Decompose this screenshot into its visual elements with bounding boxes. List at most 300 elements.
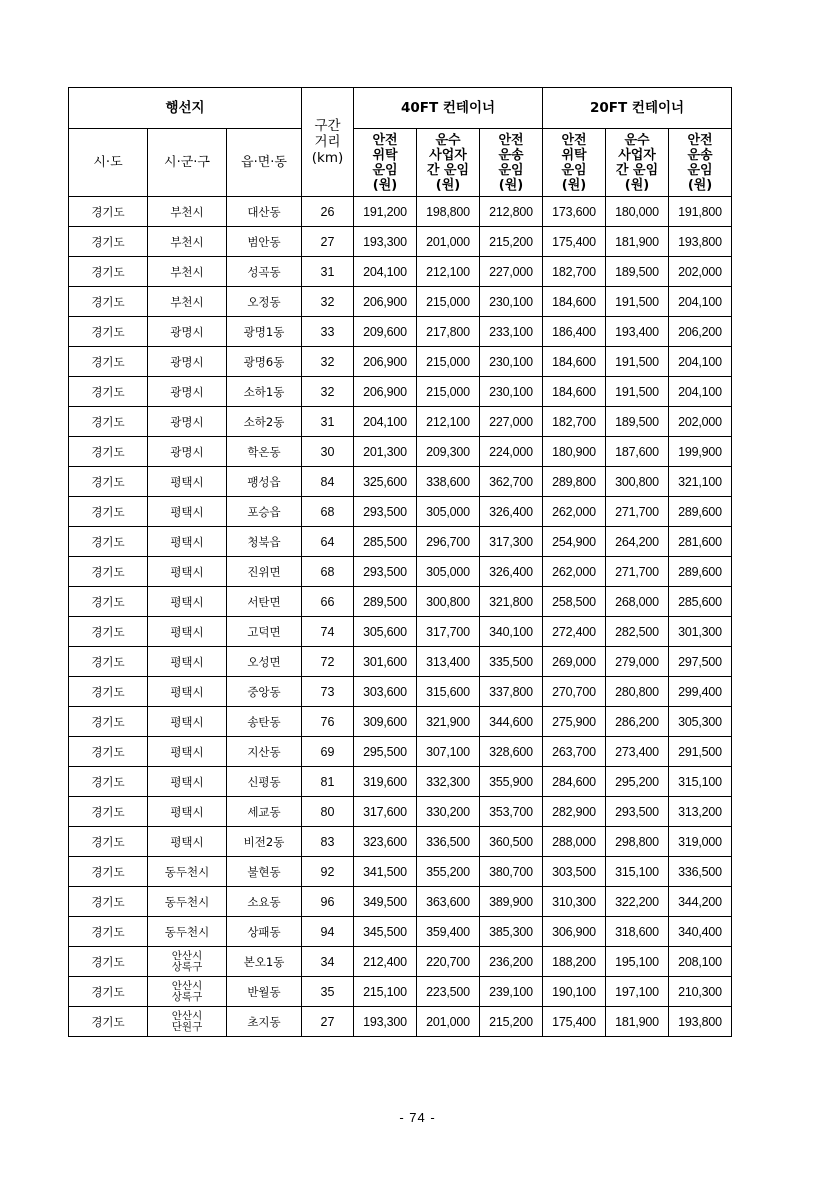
distance-cell: 31	[302, 257, 354, 287]
table-row	[69, 497, 732, 527]
header-line: 운임	[561, 162, 587, 178]
between-20ft-cell: 315,100	[606, 857, 669, 887]
table-row	[69, 617, 732, 647]
transport-40ft-cell: 239,100	[480, 977, 543, 1007]
distance-cell: 96	[302, 887, 354, 917]
sido-cell: 경기도	[69, 227, 148, 257]
table-row	[69, 887, 732, 917]
freight-rate-table	[68, 87, 732, 1037]
table-row	[69, 797, 732, 827]
distance-cell: 35	[302, 977, 354, 1007]
consign-40ft-cell: 301,600	[354, 647, 417, 677]
transport-20ft-cell: 340,400	[669, 917, 732, 947]
header-line: 운송	[687, 147, 713, 163]
distance-header-line: 거리	[314, 134, 341, 150]
distance-cell: 32	[302, 377, 354, 407]
consign-40ft-cell: 309,600	[354, 707, 417, 737]
between-carrier-rate-header-40ft	[417, 129, 480, 197]
between-20ft-cell: 298,800	[606, 827, 669, 857]
between-20ft-cell: 318,600	[606, 917, 669, 947]
between-40ft-cell: 338,600	[417, 467, 480, 497]
between-20ft-cell: 273,400	[606, 737, 669, 767]
distance-cell: 68	[302, 497, 354, 527]
sigungu-cell: 부천시	[148, 287, 227, 317]
transport-20ft-cell: 202,000	[669, 257, 732, 287]
between-20ft-cell: 197,100	[606, 977, 669, 1007]
header-line: 운임	[687, 162, 713, 178]
table-row	[69, 377, 732, 407]
dong-cell: 범안동	[227, 227, 302, 257]
between-20ft-cell: 189,500	[606, 407, 669, 437]
between-40ft-cell: 212,100	[417, 257, 480, 287]
sido-cell: 경기도	[69, 587, 148, 617]
transport-20ft-cell: 204,100	[669, 287, 732, 317]
sigungu-cell: 광명시	[148, 317, 227, 347]
distance-cell: 74	[302, 617, 354, 647]
page-number: - 74 -	[399, 1110, 436, 1125]
table-row	[69, 197, 732, 227]
between-20ft-cell: 271,700	[606, 557, 669, 587]
consign-20ft-cell: 188,200	[543, 947, 606, 977]
table-row	[69, 527, 732, 557]
transport-40ft-cell: 227,000	[480, 407, 543, 437]
transport-40ft-cell: 326,400	[480, 557, 543, 587]
destination-header: 행선지	[69, 88, 302, 129]
consign-20ft-cell: 258,500	[543, 587, 606, 617]
dong-cell: 소하1동	[227, 377, 302, 407]
sigungu-cell: 평택시	[148, 497, 227, 527]
dong-cell: 반월동	[227, 977, 302, 1007]
header-line: 안전	[372, 132, 398, 148]
distance-header-line: (km)	[311, 150, 344, 166]
dong-cell: 상패동	[227, 917, 302, 947]
consign-40ft-cell: 305,600	[354, 617, 417, 647]
sido-cell: 경기도	[69, 1007, 148, 1037]
consign-20ft-cell: 180,900	[543, 437, 606, 467]
transport-40ft-cell: 215,200	[480, 227, 543, 257]
consign-20ft-cell: 282,900	[543, 797, 606, 827]
between-20ft-cell: 322,200	[606, 887, 669, 917]
distance-cell: 34	[302, 947, 354, 977]
between-40ft-cell: 332,300	[417, 767, 480, 797]
consign-40ft-cell: 295,500	[354, 737, 417, 767]
sido-cell: 경기도	[69, 827, 148, 857]
distance-cell: 76	[302, 707, 354, 737]
dong-cell: 소하2동	[227, 407, 302, 437]
distance-cell: 72	[302, 647, 354, 677]
transport-20ft-cell: 297,500	[669, 647, 732, 677]
distance-cell: 73	[302, 677, 354, 707]
transport-20ft-cell: 315,100	[669, 767, 732, 797]
between-40ft-cell: 305,000	[417, 497, 480, 527]
header-line: 운임	[372, 162, 398, 178]
transport-20ft-cell: 321,100	[669, 467, 732, 497]
sido-header: 시·도	[69, 129, 148, 197]
table-row	[69, 227, 732, 257]
transport-40ft-cell: 227,000	[480, 257, 543, 287]
dong-cell: 대산동	[227, 197, 302, 227]
consign-20ft-cell: 175,400	[543, 1007, 606, 1037]
distance-cell: 32	[302, 287, 354, 317]
between-40ft-cell: 359,400	[417, 917, 480, 947]
header-line: 운송	[498, 147, 524, 163]
consign-40ft-cell: 325,600	[354, 467, 417, 497]
sigungu-cell: 안산시 상록구	[148, 947, 227, 977]
between-40ft-cell: 363,600	[417, 887, 480, 917]
distance-cell: 33	[302, 317, 354, 347]
table-row	[69, 317, 732, 347]
sido-cell: 경기도	[69, 647, 148, 677]
consign-40ft-cell: 303,600	[354, 677, 417, 707]
distance-cell: 83	[302, 827, 354, 857]
sido-cell: 경기도	[69, 437, 148, 467]
transport-40ft-cell: 340,100	[480, 617, 543, 647]
between-40ft-cell: 313,400	[417, 647, 480, 677]
table-row	[69, 557, 732, 587]
sigungu-cell: 평택시	[148, 557, 227, 587]
consign-20ft-cell: 289,800	[543, 467, 606, 497]
consign-40ft-cell: 206,900	[354, 287, 417, 317]
sido-cell: 경기도	[69, 797, 148, 827]
between-40ft-cell: 201,000	[417, 227, 480, 257]
header-line: 간 운임	[615, 162, 659, 178]
dong-cell: 초지동	[227, 1007, 302, 1037]
table-row	[69, 257, 732, 287]
transport-40ft-cell: 215,200	[480, 1007, 543, 1037]
consign-20ft-cell: 254,900	[543, 527, 606, 557]
consign-20ft-cell: 182,700	[543, 407, 606, 437]
sido-cell: 경기도	[69, 767, 148, 797]
between-20ft-cell: 279,000	[606, 647, 669, 677]
table-row	[69, 767, 732, 797]
consign-40ft-cell: 201,300	[354, 437, 417, 467]
dong-cell: 고덕면	[227, 617, 302, 647]
between-40ft-cell: 201,000	[417, 1007, 480, 1037]
consign-20ft-cell: 263,700	[543, 737, 606, 767]
header-line: (원)	[687, 177, 713, 193]
transport-20ft-cell: 289,600	[669, 497, 732, 527]
sigungu-header: 시·군·구	[148, 129, 227, 197]
table-row	[69, 707, 732, 737]
distance-cell: 84	[302, 467, 354, 497]
consign-20ft-cell: 186,400	[543, 317, 606, 347]
group-20ft-header: 20FT 컨테이너	[543, 88, 732, 129]
dong-cell: 광명1동	[227, 317, 302, 347]
table-row	[69, 437, 732, 467]
sido-cell: 경기도	[69, 527, 148, 557]
sigungu-cell: 평택시	[148, 617, 227, 647]
consign-20ft-cell: 269,000	[543, 647, 606, 677]
distance-cell: 66	[302, 587, 354, 617]
between-40ft-cell: 209,300	[417, 437, 480, 467]
distance-cell: 64	[302, 527, 354, 557]
consign-40ft-cell: 349,500	[354, 887, 417, 917]
dong-cell: 비전2동	[227, 827, 302, 857]
transport-40ft-cell: 360,500	[480, 827, 543, 857]
transport-20ft-cell: 301,300	[669, 617, 732, 647]
consign-40ft-cell: 317,600	[354, 797, 417, 827]
consign-40ft-cell: 193,300	[354, 227, 417, 257]
sigungu-cell: 광명시	[148, 377, 227, 407]
between-20ft-cell: 181,900	[606, 227, 669, 257]
dong-cell: 청북읍	[227, 527, 302, 557]
header-line: (원)	[435, 177, 461, 193]
between-20ft-cell: 191,500	[606, 347, 669, 377]
transport-40ft-cell: 212,800	[480, 197, 543, 227]
dong-cell: 송탄동	[227, 707, 302, 737]
distance-cell: 30	[302, 437, 354, 467]
distance-cell: 32	[302, 347, 354, 377]
header-line: (원)	[372, 177, 398, 193]
transport-20ft-cell: 336,500	[669, 857, 732, 887]
consign-20ft-cell: 303,500	[543, 857, 606, 887]
sido-cell: 경기도	[69, 617, 148, 647]
between-20ft-cell: 191,500	[606, 377, 669, 407]
consign-40ft-cell: 345,500	[354, 917, 417, 947]
sido-cell: 경기도	[69, 557, 148, 587]
transport-40ft-cell: 224,000	[480, 437, 543, 467]
distance-cell: 26	[302, 197, 354, 227]
distance-cell: 31	[302, 407, 354, 437]
transport-20ft-cell: 281,600	[669, 527, 732, 557]
table-row	[69, 977, 732, 1007]
header-line: 안전	[687, 132, 713, 148]
between-20ft-cell: 280,800	[606, 677, 669, 707]
consign-20ft-cell: 182,700	[543, 257, 606, 287]
transport-20ft-cell: 202,000	[669, 407, 732, 437]
between-20ft-cell: 189,500	[606, 257, 669, 287]
transport-40ft-cell: 236,200	[480, 947, 543, 977]
transport-20ft-cell: 206,200	[669, 317, 732, 347]
header-line: 사업자	[618, 147, 656, 163]
rate-rows	[69, 197, 732, 1037]
header-line: 위탁	[561, 147, 587, 163]
sigungu-cell: 안산시 상록구	[148, 977, 227, 1007]
sido-cell: 경기도	[69, 977, 148, 1007]
transport-20ft-cell: 285,600	[669, 587, 732, 617]
transport-40ft-cell: 389,900	[480, 887, 543, 917]
sido-cell: 경기도	[69, 257, 148, 287]
table-row	[69, 587, 732, 617]
distance-header	[302, 88, 354, 197]
between-40ft-cell: 215,000	[417, 377, 480, 407]
dong-cell: 불현동	[227, 857, 302, 887]
transport-20ft-cell: 313,200	[669, 797, 732, 827]
consign-40ft-cell: 209,600	[354, 317, 417, 347]
consign-40ft-cell: 191,200	[354, 197, 417, 227]
sido-cell: 경기도	[69, 347, 148, 377]
consign-20ft-cell: 262,000	[543, 497, 606, 527]
transport-20ft-cell: 291,500	[669, 737, 732, 767]
sido-cell: 경기도	[69, 377, 148, 407]
between-40ft-cell: 296,700	[417, 527, 480, 557]
between-40ft-cell: 300,800	[417, 587, 480, 617]
sigungu-cell: 동두천시	[148, 887, 227, 917]
transport-20ft-cell: 199,900	[669, 437, 732, 467]
sigungu-cell: 평택시	[148, 677, 227, 707]
sido-cell: 경기도	[69, 467, 148, 497]
between-40ft-cell: 305,000	[417, 557, 480, 587]
sigungu-cell: 평택시	[148, 587, 227, 617]
between-40ft-cell: 355,200	[417, 857, 480, 887]
transport-20ft-cell: 191,800	[669, 197, 732, 227]
sigungu-cell: 평택시	[148, 467, 227, 497]
distance-cell: 94	[302, 917, 354, 947]
consign-40ft-cell: 206,900	[354, 377, 417, 407]
table-row	[69, 467, 732, 497]
distance-header-line: 구간	[314, 118, 341, 134]
table-row	[69, 737, 732, 767]
dong-cell: 오정동	[227, 287, 302, 317]
between-20ft-cell: 282,500	[606, 617, 669, 647]
consign-40ft-cell: 285,500	[354, 527, 417, 557]
sido-cell: 경기도	[69, 407, 148, 437]
sido-cell: 경기도	[69, 887, 148, 917]
header-line: 간 운임	[426, 162, 470, 178]
consign-40ft-cell: 215,100	[354, 977, 417, 1007]
consign-20ft-cell: 288,000	[543, 827, 606, 857]
sigungu-cell: 동두천시	[148, 857, 227, 887]
consign-rate-header-20ft	[543, 129, 606, 197]
sigungu-cell: 평택시	[148, 797, 227, 827]
between-40ft-cell: 212,100	[417, 407, 480, 437]
between-carrier-rate-header-20ft	[606, 129, 669, 197]
transport-40ft-cell: 230,100	[480, 377, 543, 407]
consign-40ft-cell: 206,900	[354, 347, 417, 377]
consign-20ft-cell: 275,900	[543, 707, 606, 737]
sido-cell: 경기도	[69, 497, 148, 527]
header-line: (원)	[498, 177, 524, 193]
consign-20ft-cell: 272,400	[543, 617, 606, 647]
transport-40ft-cell: 337,800	[480, 677, 543, 707]
dong-cell: 포승읍	[227, 497, 302, 527]
table-row	[69, 857, 732, 887]
consign-20ft-cell: 262,000	[543, 557, 606, 587]
sigungu-cell: 부천시	[148, 257, 227, 287]
between-40ft-cell: 330,200	[417, 797, 480, 827]
between-20ft-cell: 193,400	[606, 317, 669, 347]
between-40ft-cell: 336,500	[417, 827, 480, 857]
table-row	[69, 1007, 732, 1037]
consign-20ft-cell: 184,600	[543, 377, 606, 407]
sigungu-cell: 광명시	[148, 347, 227, 377]
consign-40ft-cell: 193,300	[354, 1007, 417, 1037]
distance-cell: 27	[302, 227, 354, 257]
consign-20ft-cell: 190,100	[543, 977, 606, 1007]
between-40ft-cell: 321,900	[417, 707, 480, 737]
consign-40ft-cell: 204,100	[354, 407, 417, 437]
transport-40ft-cell: 344,600	[480, 707, 543, 737]
consign-20ft-cell: 175,400	[543, 227, 606, 257]
sigungu-cell: 광명시	[148, 407, 227, 437]
table-row	[69, 677, 732, 707]
dong-cell: 학온동	[227, 437, 302, 467]
between-40ft-cell: 315,600	[417, 677, 480, 707]
sigungu-cell: 평택시	[148, 647, 227, 677]
header-line: 안전	[498, 132, 524, 148]
transport-rate-header-20ft	[669, 129, 732, 197]
transport-20ft-cell: 210,300	[669, 977, 732, 1007]
between-40ft-cell: 220,700	[417, 947, 480, 977]
transport-20ft-cell: 193,800	[669, 227, 732, 257]
between-20ft-cell: 271,700	[606, 497, 669, 527]
between-20ft-cell: 195,100	[606, 947, 669, 977]
header-line: 운수	[435, 132, 461, 148]
consign-20ft-cell: 173,600	[543, 197, 606, 227]
sido-cell: 경기도	[69, 197, 148, 227]
between-20ft-cell: 187,600	[606, 437, 669, 467]
transport-40ft-cell: 317,300	[480, 527, 543, 557]
consign-20ft-cell: 184,600	[543, 347, 606, 377]
sigungu-cell: 평택시	[148, 767, 227, 797]
between-20ft-cell: 286,200	[606, 707, 669, 737]
transport-40ft-cell: 230,100	[480, 347, 543, 377]
dong-cell: 광명6동	[227, 347, 302, 377]
dong-cell: 성곡동	[227, 257, 302, 287]
dong-cell: 중앙동	[227, 677, 302, 707]
dong-cell: 오성면	[227, 647, 302, 677]
transport-40ft-cell: 355,900	[480, 767, 543, 797]
header-line: (원)	[561, 177, 587, 193]
sigungu-cell: 평택시	[148, 827, 227, 857]
transport-40ft-cell: 230,100	[480, 287, 543, 317]
sido-cell: 경기도	[69, 857, 148, 887]
between-20ft-cell: 180,000	[606, 197, 669, 227]
sigungu-cell: 동두천시	[148, 917, 227, 947]
distance-cell: 81	[302, 767, 354, 797]
transport-20ft-cell: 208,100	[669, 947, 732, 977]
distance-cell: 68	[302, 557, 354, 587]
transport-rate-header-40ft	[480, 129, 543, 197]
transport-40ft-cell: 335,500	[480, 647, 543, 677]
consign-20ft-cell: 310,300	[543, 887, 606, 917]
between-40ft-cell: 307,100	[417, 737, 480, 767]
dong-cell: 서탄면	[227, 587, 302, 617]
between-40ft-cell: 215,000	[417, 347, 480, 377]
between-20ft-cell: 181,900	[606, 1007, 669, 1037]
consign-40ft-cell: 289,500	[354, 587, 417, 617]
sigungu-cell: 부천시	[148, 227, 227, 257]
table-row	[69, 287, 732, 317]
table-row	[69, 827, 732, 857]
distance-cell: 80	[302, 797, 354, 827]
between-20ft-cell: 293,500	[606, 797, 669, 827]
transport-20ft-cell: 305,300	[669, 707, 732, 737]
sigungu-cell: 평택시	[148, 707, 227, 737]
header-line: 운수	[624, 132, 650, 148]
between-40ft-cell: 215,000	[417, 287, 480, 317]
eupmyeondong-header: 읍·면·동	[227, 129, 302, 197]
sido-cell: 경기도	[69, 677, 148, 707]
consign-40ft-cell: 323,600	[354, 827, 417, 857]
between-20ft-cell: 295,200	[606, 767, 669, 797]
consign-40ft-cell: 319,600	[354, 767, 417, 797]
sido-cell: 경기도	[69, 947, 148, 977]
transport-40ft-cell: 321,800	[480, 587, 543, 617]
between-40ft-cell: 198,800	[417, 197, 480, 227]
transport-20ft-cell: 299,400	[669, 677, 732, 707]
table-row	[69, 647, 732, 677]
dong-cell: 신평동	[227, 767, 302, 797]
transport-20ft-cell: 204,100	[669, 347, 732, 377]
between-40ft-cell: 217,800	[417, 317, 480, 347]
between-20ft-cell: 268,000	[606, 587, 669, 617]
sigungu-cell: 평택시	[148, 527, 227, 557]
transport-20ft-cell: 344,200	[669, 887, 732, 917]
consign-20ft-cell: 306,900	[543, 917, 606, 947]
dong-cell: 진위면	[227, 557, 302, 587]
transport-40ft-cell: 326,400	[480, 497, 543, 527]
